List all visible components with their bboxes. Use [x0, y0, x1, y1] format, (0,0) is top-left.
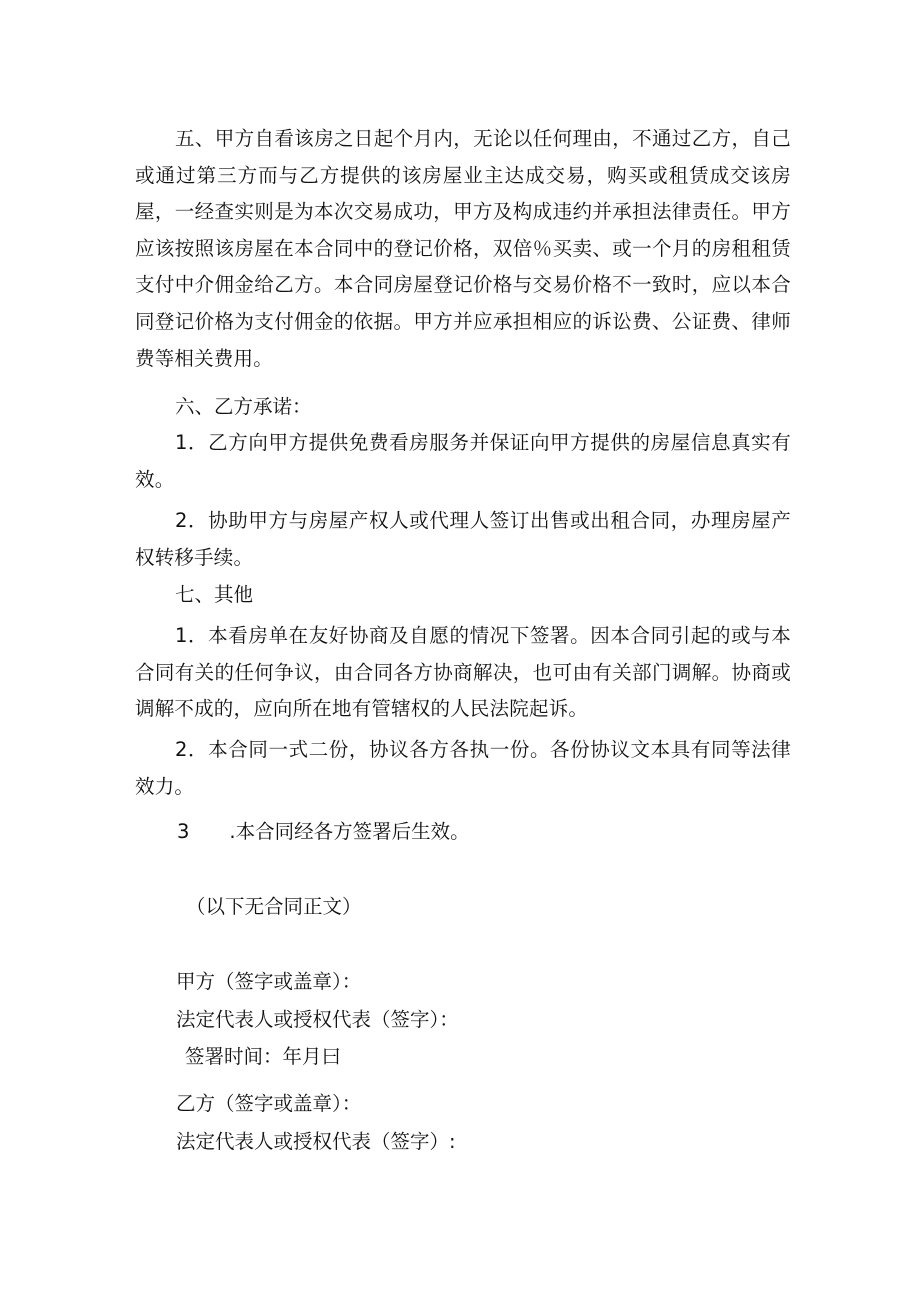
- party-a-signature-label: 甲方（签字或盖章）：: [176, 970, 362, 993]
- clause-6-item-2: 2．协助甲方与房屋产权人或代理人签订出售或出租合同，办理房屋产权转移手续。: [135, 509, 791, 569]
- clause-7-heading: 七、其他: [175, 583, 254, 606]
- clause-7-item-1: 1．本看房单在友好协商及自愿的情况下签署。因本合同引起的或与本合同有关的任何争议，由合同各方协商解决，也可由有关部门调解。协商或调解不成的，应向所在地有管辖权的人民法院起诉。: [135, 624, 791, 721]
- party-b-signature-label: 乙方（签字或盖章）：: [176, 1092, 362, 1115]
- end-of-contract-note: （以下无合同正文）: [186, 895, 362, 918]
- clause-7-item-3: [177, 817, 470, 847]
- clause-7-item-3-text: .本合同经各方签署后生效。: [229, 820, 470, 843]
- party-a-representative-label: 法定代表人或授权代表（签字）：: [176, 1008, 459, 1031]
- clause-7-item-2: 2．本合同一式二份，协议各方各执一份。各份协议文本具有同等法律效力。: [135, 738, 791, 798]
- signing-date-label: 签署时间：年月曰: [185, 1045, 342, 1068]
- clause-6-heading: 六、乙方承诺：: [175, 395, 312, 418]
- clause-6-item-1: 1．乙方向甲方提供免费看房服务并保证向甲方提供的房屋信息真实有效。: [135, 431, 791, 491]
- clause-5-paragraph: 五、甲方自看该房之日起个月内，无论以任何理由，不通过乙方，自己或通过第三方而与乙方提供的该房屋业主达成交易，购买或租赁成交该房屋，一经查实则是为本次交易成功，甲方及构成违约并承担法律责任。甲方应该按照该房屋在本合同中的登记价格，双倍％买卖、或一个月的房租租赁支付中介佣金给乙方。本合同房屋登记价格与交易价格不一致时，应以本合同登记价格为支付佣金的依据。甲方并应承担相应的诉讼费、公证费、律师费等相关费用。: [135, 127, 791, 370]
- party-b-representative-label: 法定代表人或授权代表（签字）:: [176, 1130, 456, 1153]
- clause-7-item-3-number: 3: [177, 820, 190, 843]
